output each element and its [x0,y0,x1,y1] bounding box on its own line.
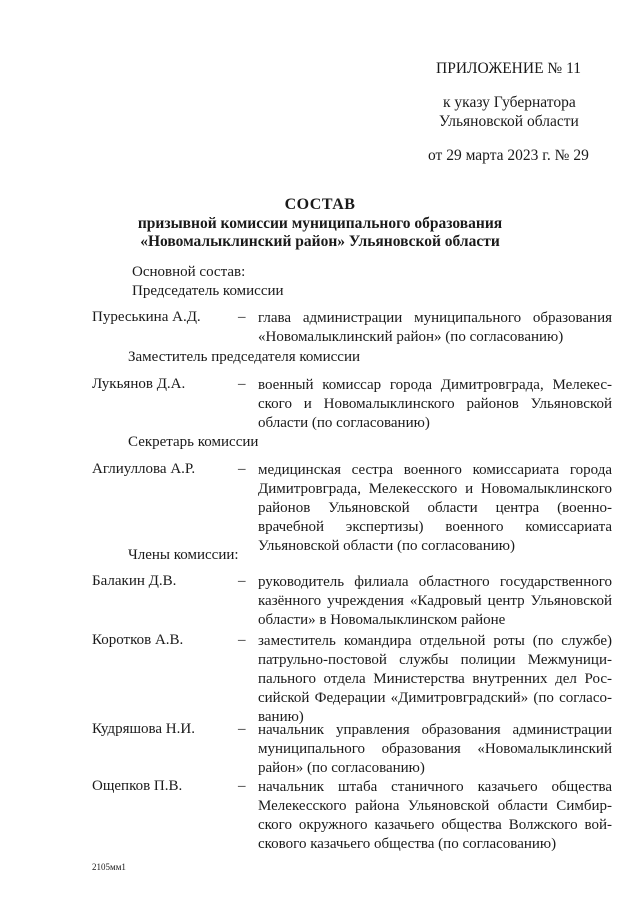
member-dash: – [238,721,246,737]
member-name: Ощепков П.В. [92,778,183,794]
member-name: Коротков А.В. [92,632,184,648]
member-dash: – [238,778,246,794]
member-description: глава администрации муниципального образования «Новомалыклинский район» (по согласованию) [258,310,612,345]
member-description: военный комиссар города Димитровграда, Мелекесского и Новомалыклинского районов Ульяновской области (по согласованию) [258,377,612,431]
member-description: руководитель филиала областного государственного казённого учреждения «Кадровый центр Ульяновской области» в Новомалыклинском районе [258,574,612,628]
member-description: заместитель командира отдельной роты (по службе) патрульно-постовой службы полиции Межмуниципального отдела Министерства внутренних дел Российской Федерации «Димитровградский» (по согласованию) [258,633,612,725]
section-secretary: Секретарь комиссии [128,434,259,450]
document-code: 2105мм1 [92,862,126,872]
member-dash: – [238,376,246,392]
decree-date-number: от 29 марта 2023 г. № 29 [428,147,589,164]
member-name: Кудряшова Н.И. [92,721,195,737]
member-dash: – [238,461,246,477]
member-description: начальник штаба станичного казачьего общества Мелекесского района Ульяновской области Симбирского окружного казачьего общества Волжского войскового казачьего общества (по согласованию) [258,779,612,852]
member-dash: – [238,573,246,589]
document-subtitle-line1: призывной комиссии муниципального образования [137,215,503,232]
member-name: Пуреськина А.Д. [92,309,201,325]
decree-reference-line1: к указу Губернатора [443,94,576,111]
member-dash: – [238,309,246,325]
member-name: Аглиуллова А.Р. [92,461,196,477]
section-members: Члены комиссии: [128,547,239,563]
member-description: медицинская сестра военного комиссариата города Димитровграда, Мелекесского и Новомалыклинского районов Ульяновской области центра (военно-врачебной экспертизы) военного комиссариата Ульяновской области (по согласованию) [258,462,612,554]
appendix-number: ПРИЛОЖЕНИЕ № 11 [436,60,582,77]
section-chairman: Председатель комиссии [132,283,284,299]
document-title: СОСТАВ [284,196,356,213]
member-name: Лукьянов Д.А. [92,376,186,392]
member-name: Балакин Д.В. [92,573,177,589]
decree-reference-line2: Ульяновской области [439,113,579,130]
section-main-composition: Основной состав: [132,264,246,280]
member-description: начальник управления образования администрации муниципального образования «Новомалыклинский район» (по согласованию) [258,722,612,776]
section-deputy-chairman: Заместитель председателя комиссии [128,349,361,365]
member-dash: – [238,632,246,648]
document-subtitle-line2: «Новомалыклинский район» Ульяновской области [140,233,500,250]
